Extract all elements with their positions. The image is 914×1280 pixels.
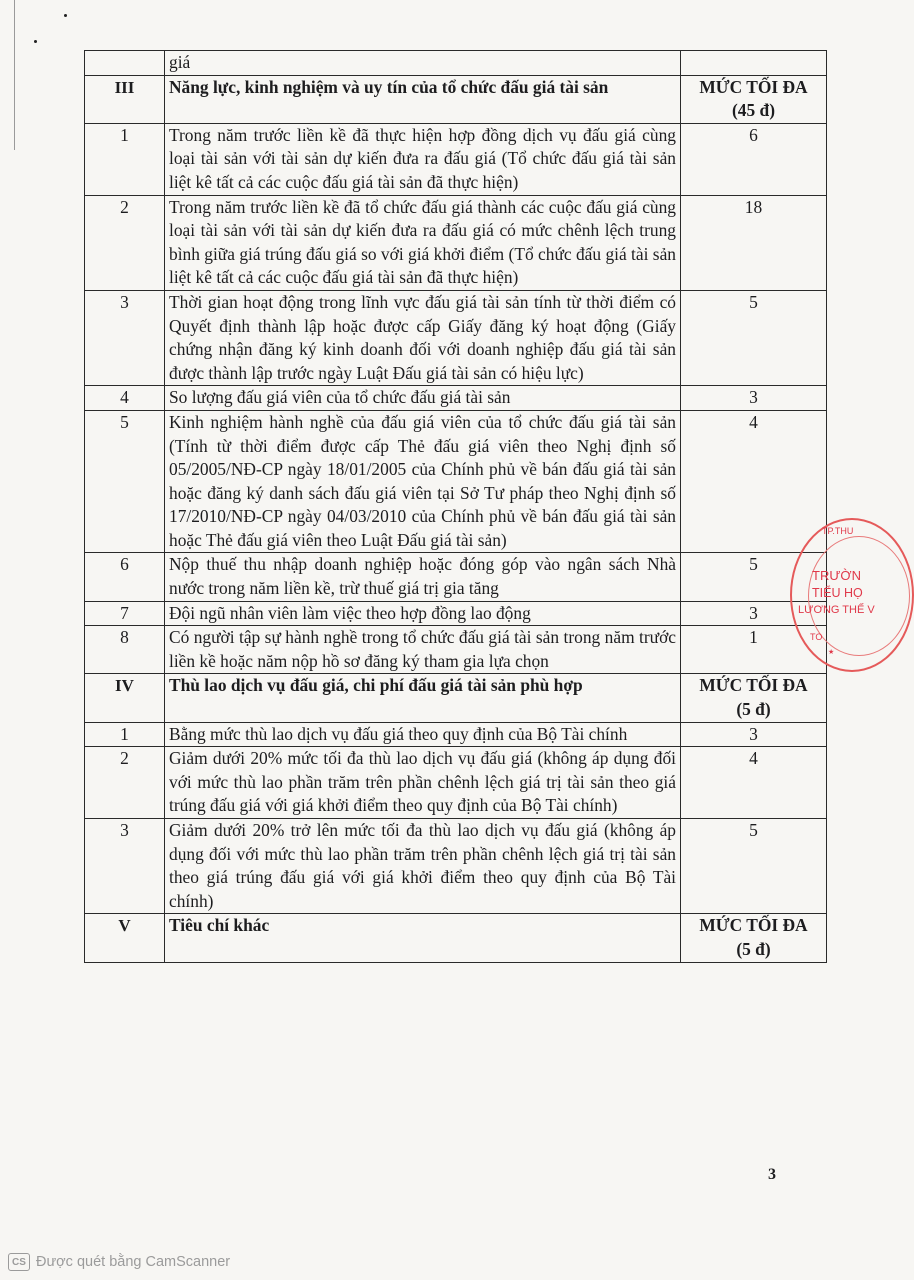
points-cell: MỨC TỐI ĐA (5 đ) <box>681 914 827 962</box>
criterion-text: Kinh nghiệm hành nghề của đấu giá viên của tổ chức đấu giá tài sản (Tính từ thời điểm được cấp Thẻ đấu giá viên theo Nghị định số 05/2005/NĐ-CP ngày 18/01/2005 của Chính phủ về bán đấu giá tài sản hoặc đăng ký danh sách đấu giá viên tại Sở Tư pháp theo Nghị định số 17/2010/NĐ-CP ngày 04/03/2010 của Chính phủ về bán đấu giá tài sản hoặc Thẻ đấu giá viên theo Luật Đấu giá tài sản) <box>165 410 681 553</box>
row-number: 1 <box>85 123 165 195</box>
watermark-text: Được quét bằng CamScanner <box>36 1254 231 1270</box>
camscanner-logo-icon: CS <box>8 1253 30 1271</box>
row-number: 8 <box>85 626 165 674</box>
criterion-text: Bằng mức thù lao dịch vụ đấu giá theo quy định của Bộ Tài chính <box>165 722 681 747</box>
criterion-text: Giảm dưới 20% trở lên mức tối đa thù lao dịch vụ đấu giá (không áp dụng đối với mức thù lao phần trăm trên phần chênh lệch giá trị tài sản theo giá trúng đấu giá với giá khởi điểm theo quy định của Bộ Tài chính) <box>165 819 681 914</box>
table-row <box>85 722 827 747</box>
row-number: V <box>85 914 165 962</box>
table-row <box>85 747 827 819</box>
criterion-text: Nộp thuế thu nhập doanh nghiệp hoặc đóng góp vào ngân sách Nhà nước trong năm liền kề, trừ thuế giá trị gia tăng <box>165 553 681 601</box>
row-number: III <box>85 75 165 123</box>
points-cell: 18 <box>681 195 827 290</box>
scan-margin-line <box>14 0 15 150</box>
points-cell: 5 <box>681 553 827 601</box>
points-cell: 3 <box>681 722 827 747</box>
page-number: 3 <box>768 1166 776 1183</box>
criterion-text: Trong năm trước liền kề đã thực hiện hợp đồng dịch vụ đấu giá cùng loại tài sản với tài sản dự kiến đưa ra đấu giá (Tổ chức đấu giá tài sản liệt kê tất cả các cuộc đấu giá tài sản đã thực hiện) <box>165 123 681 195</box>
row-number: 3 <box>85 290 165 385</box>
stamp-star-icon: ★ <box>828 649 835 656</box>
criteria-table <box>84 50 827 963</box>
scan-speck <box>64 14 67 17</box>
stamp-line-1: TRƯỜN <box>812 568 861 583</box>
stamp-top-text: TP.THU <box>822 526 854 536</box>
points-cell: 5 <box>681 290 827 385</box>
stamp-bottom-text: TO <box>810 632 823 642</box>
stamp-line-3: LƯƠNG THẾ V <box>798 604 875 616</box>
criteria-table-body <box>85 51 827 963</box>
row-number: 7 <box>85 601 165 626</box>
row-number: 6 <box>85 553 165 601</box>
points-cell: 5 <box>681 819 827 914</box>
criterion-text: Thù lao dịch vụ đấu giá, chi phí đấu giá tài sản phù hợp <box>165 674 681 722</box>
criterion-text: Có người tập sự hành nghề trong tổ chức đấu giá tài sản trong năm trước liền kề hoặc năm nộp hồ sơ đăng ký tham gia lựa chọn <box>165 626 681 674</box>
table-row <box>85 51 827 76</box>
points-cell: 4 <box>681 747 827 819</box>
criterion-text: Thời gian hoạt động trong lĩnh vực đấu giá tài sản tính từ thời điểm có Quyết định thành lập hoặc được cấp Giấy đăng ký hoạt động (Giấy chứng nhận đăng ký kinh doanh đối với doanh nghiệp đấu giá tài sản được thành lập trước ngày Luật Đấu giá tài sản có hiệu lực) <box>165 290 681 385</box>
row-number: 2 <box>85 747 165 819</box>
section-row <box>85 75 827 123</box>
row-number: IV <box>85 674 165 722</box>
points-cell <box>681 51 827 76</box>
section-row <box>85 914 827 962</box>
criterion-text: Đội ngũ nhân viên làm việc theo hợp đồng lao động <box>165 601 681 626</box>
criterion-text: Trong năm trước liền kề đã tổ chức đấu giá thành các cuộc đấu giá cùng loại tài sản với tài sản dự kiến đưa ra đấu giá có mức chênh lệch trung bình giữa giá trúng đấu giá so với giá khởi điểm (Tổ chức đấu giá tài sản liệt kê tất cả các cuộc đấu giá tài sản đã thực hiện) <box>165 195 681 290</box>
points-cell: MỨC TỐI ĐA (5 đ) <box>681 674 827 722</box>
row-number: 4 <box>85 386 165 411</box>
criterion-text: Năng lực, kinh nghiệm và uy tín của tổ chức đấu giá tài sản <box>165 75 681 123</box>
row-number: 5 <box>85 410 165 553</box>
points-cell: 3 <box>681 386 827 411</box>
criterion-text: Giảm dưới 20% mức tối đa thù lao dịch vụ đấu giá (không áp dụng đối với mức thù lao phần trăm trên phần chênh lệch giá trị tài sản theo giá trúng đấu giá với giá khởi điểm theo quy định của Bộ Tài chính) <box>165 747 681 819</box>
row-number: 1 <box>85 722 165 747</box>
points-cell: 4 <box>681 410 827 553</box>
points-cell: 6 <box>681 123 827 195</box>
table-row <box>85 410 827 553</box>
table-row <box>85 601 827 626</box>
scan-speck <box>34 40 37 43</box>
row-number: 2 <box>85 195 165 290</box>
table-row <box>85 290 827 385</box>
table-row <box>85 195 827 290</box>
criterion-text: Tiêu chí khác <box>165 914 681 962</box>
points-cell: 1 <box>681 626 827 674</box>
points-cell: 3 <box>681 601 827 626</box>
table-row <box>85 123 827 195</box>
table-row <box>85 386 827 411</box>
table-row <box>85 553 827 601</box>
points-cell: MỨC TỐI ĐA (45 đ) <box>681 75 827 123</box>
row-number: 3 <box>85 819 165 914</box>
section-row <box>85 674 827 722</box>
red-seal-stamp <box>790 518 914 672</box>
camscanner-watermark <box>8 1253 230 1271</box>
criterion-text: So lượng đấu giá viên của tổ chức đấu giá tài sản <box>165 386 681 411</box>
row-number <box>85 51 165 76</box>
table-row <box>85 819 827 914</box>
stamp-line-2: TIỂU HỌ <box>812 586 863 600</box>
table-row <box>85 626 827 674</box>
criterion-text: giá <box>165 51 681 76</box>
